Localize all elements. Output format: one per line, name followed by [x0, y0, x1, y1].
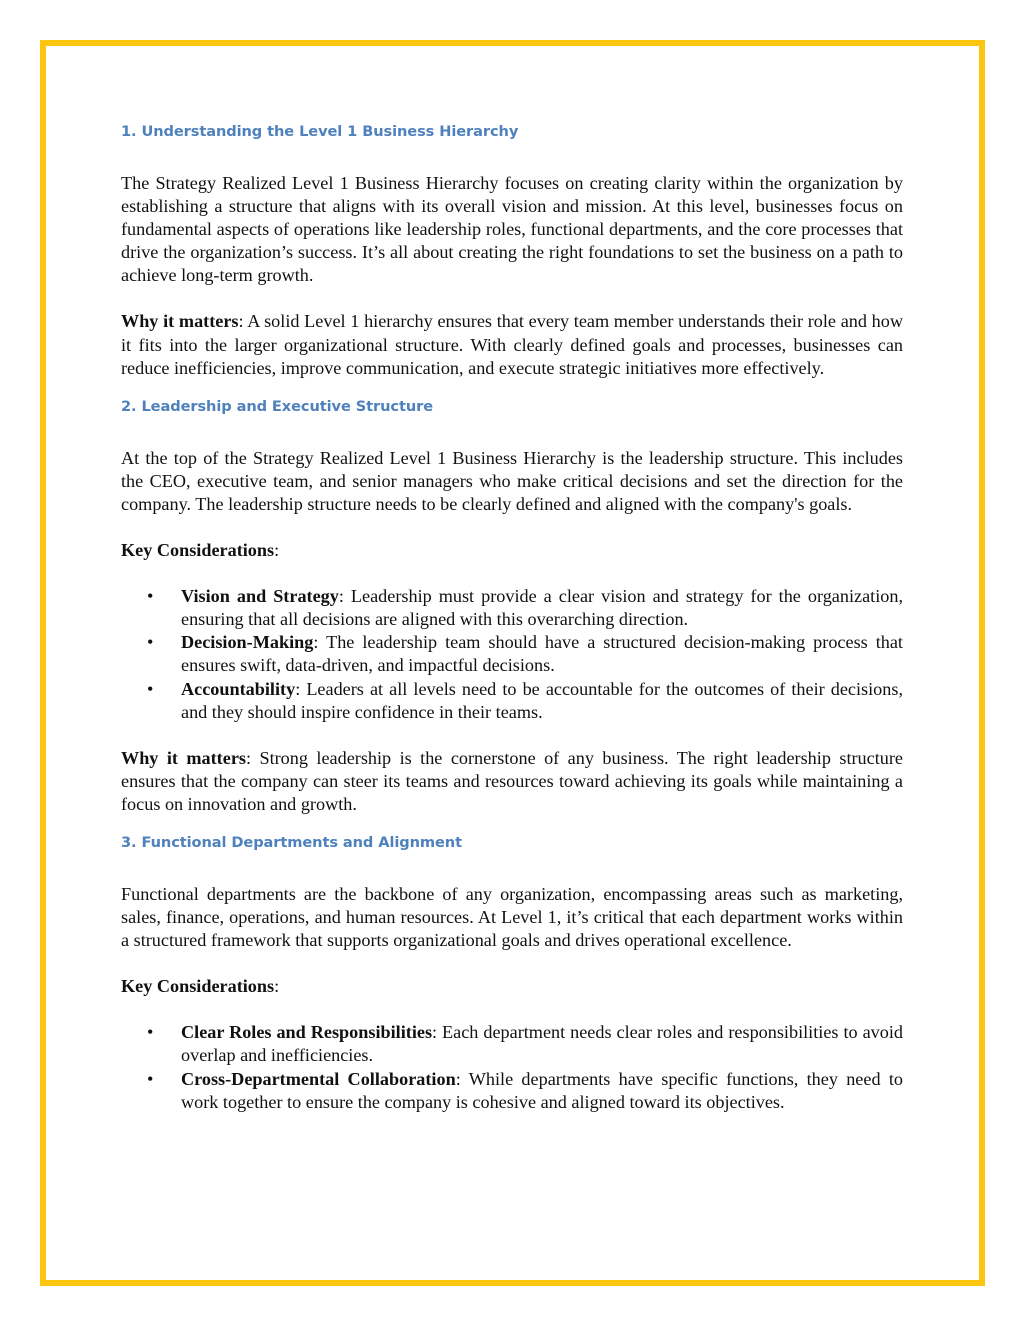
list-item	[121, 1021, 903, 1067]
section-1-intro: The Strategy Realized Level 1 Business Hierarchy focuses on creating clarity within the organization by establishing a structure that aligns with its overall vision and mission. At this level, businesses focus on fundamental aspects of operations like leadership roles, functional departments, and the core processes that drive the organization’s success. It’s all about creating the right foundations to set the business on a path to achieve long-term growth.	[121, 173, 903, 286]
bullet-icon: •	[147, 1022, 154, 1043]
section-3-bullet-list	[121, 1021, 903, 1113]
section-3-heading: 3. Functional Departments and Alignment	[121, 833, 462, 851]
key-label: Key Considerations	[121, 540, 275, 561]
list-item-text: : Each department needs clear roles and responsibilities to avoid overlap and inefficiencies.	[181, 1022, 903, 1066]
key-label: Key Considerations	[121, 976, 275, 997]
why-text: : Strong leadership is the cornerstone of any business. The right leadership structure ensures that the company can steer its teams and resources toward achieving its goals while maintaining a focus on innovation and growth.	[121, 747, 903, 814]
section-2-intro: At the top of the Strategy Realized Level 1 Business Hierarchy is the leadership structure. This includes the CEO, executive team, and senior managers who make critical decisions and set the direction for the company. The leadership structure needs to be clearly defined and aligned with the company's goals.	[121, 447, 903, 514]
why-label: Why it matters	[121, 311, 239, 332]
list-item-term: Clear Roles and Responsibilities	[181, 1022, 433, 1043]
list-item	[121, 585, 903, 631]
list-item-term: Vision and Strategy	[181, 586, 339, 607]
section-2-bullet-list	[121, 585, 903, 724]
key-suffix: :	[274, 976, 280, 997]
list-item-term: Decision-Making	[181, 632, 314, 653]
why-text: : A solid Level 1 hierarchy ensures that every team member understands their role and how it fits into the larger organizational structure. With clearly defined goals and processes, businesses can reduce inefficiencies, improve communication, and execute strategic initiatives more effectively.	[121, 311, 903, 378]
list-item-term: Cross-Departmental Collaboration	[181, 1068, 456, 1089]
list-item	[121, 631, 903, 677]
document-body	[121, 117, 903, 1114]
section-1-heading: 1. Understanding the Level 1 Business Hierarchy	[121, 123, 519, 140]
bullet-icon: •	[147, 1068, 154, 1089]
section-3-intro: Functional departments are the backbone of any organization, encompassing areas such as marketing, sales, finance, operations, and human resources. At Level 1, it’s critical that each department works within a structured framework that supports organizational goals and drives operational excellence.	[121, 883, 903, 951]
bullet-icon: •	[147, 586, 154, 607]
section-2-key-considerations	[121, 539, 903, 562]
key-suffix: :	[274, 540, 280, 561]
bullet-icon: •	[147, 632, 154, 653]
section-2-why	[121, 747, 903, 816]
list-item-text: : Leadership must provide a clear vision and strategy for the organization, ensuring that all decisions are aligned with this overarching direction.	[181, 586, 903, 630]
section-2-heading: 2. Leadership and Executive Structure	[121, 397, 434, 415]
list-item-text: : Leaders at all levels need to be accountable for the outcomes of their decisions, and they should inspire confidence in their teams.	[181, 678, 903, 722]
list-item-term: Accountability	[181, 678, 296, 699]
why-label: Why it matters	[121, 747, 246, 768]
section-1-why	[121, 310, 903, 379]
bullet-icon: •	[147, 678, 154, 699]
section-3-key-considerations	[121, 975, 903, 998]
list-item	[121, 678, 903, 724]
list-item-text: : The leadership team should have a structured decision-making process that ensures swift, data-driven, and impactful decisions.	[181, 632, 903, 676]
list-item	[121, 1068, 903, 1114]
list-item-text: : While departments have specific functions, they need to work together to ensure the company is cohesive and aligned toward its objectives.	[181, 1068, 903, 1112]
